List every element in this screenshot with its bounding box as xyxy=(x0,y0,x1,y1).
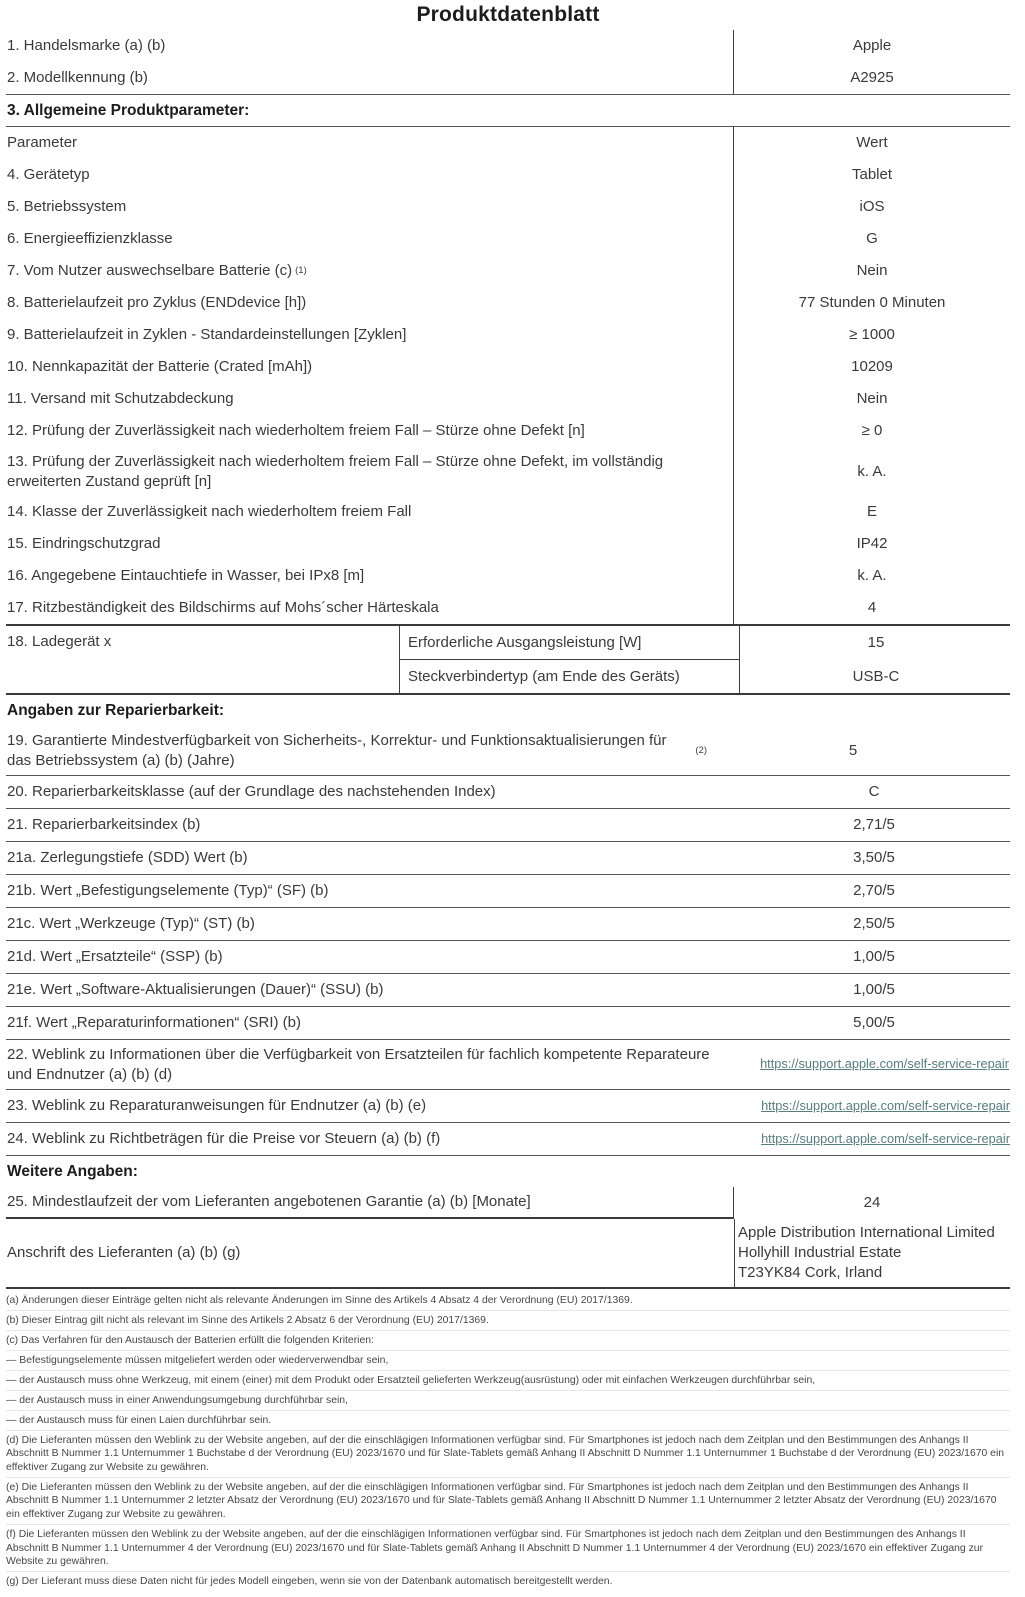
row-value: 10209 xyxy=(733,351,1010,383)
row-label: 21c. Wert „Werkzeuge (Typ)“ (ST) (b) xyxy=(7,915,255,933)
row-label: 22. Weblink zu Informationen über die Verfügbarkeit von Ersatzteilen für fachlich kompetente Reparateure und Endnutzer (a) (b) (d) xyxy=(7,1046,710,1083)
footnote: (a) Änderungen dieser Einträge gelten nicht als relevante Änderungen im Sinne des Artikels 4 Absatz 4 der Verordnung (EU) 2017/1369. xyxy=(6,1291,1010,1311)
table-row xyxy=(6,319,1010,351)
row-label: 6. Energieeffizienzklasse xyxy=(7,230,173,248)
row-label: 5. Betriebssystem xyxy=(7,198,127,216)
row-value: 3,50/5 xyxy=(853,849,895,867)
row-value: 1,00/5 xyxy=(853,948,895,966)
row-label: Anschrift des Lieferanten (a) (b) (g) xyxy=(7,1244,241,1262)
table-row xyxy=(6,809,1010,842)
table-row xyxy=(6,941,1010,974)
footnote: (c) Das Verfahren für den Austausch der Batterien erfüllt die folgenden Kriterien: xyxy=(6,1331,1010,1351)
row-value: IP42 xyxy=(733,528,1010,560)
row-value: A2925 xyxy=(733,62,1010,94)
table-row xyxy=(6,1123,1010,1156)
table-row xyxy=(6,255,1010,287)
row-label: 21e. Wert „Software-Aktualisierungen (Dauer)“ (SSU) (b) xyxy=(7,981,384,999)
row-label: 21a. Zerlegungstiefe (SDD) Wert (b) xyxy=(7,849,248,867)
row-label-text: 19. Garantierte Mindestverfügbarkeit von Sicherheits-, Korrektur- und Funktionsaktualisierungen für das Betriebssystem (a) (b) (Jahre) xyxy=(7,732,667,769)
table-row xyxy=(6,726,1010,776)
table-row xyxy=(6,908,1010,941)
table-row xyxy=(6,223,1010,255)
row-label: 7. Vom Nutzer auswechselbare Batterie (c) (1) xyxy=(7,262,307,280)
row-value xyxy=(737,1040,1009,1089)
table-row xyxy=(6,447,1010,496)
footnote: — Befestigungselemente müssen mitgeliefert werden oder wiederverwendbar sein, xyxy=(6,1351,1010,1371)
row-label: 16. Angegebene Eintauchtiefe in Wasser, bei IPx8 [m] xyxy=(7,567,365,585)
row-label: Parameter xyxy=(7,134,78,152)
table-row xyxy=(6,842,1010,875)
row-label: 21f. Wert „Reparaturinformationen“ (SRI) (b) xyxy=(7,1014,301,1032)
row-label: 1. Handelsmarke (a) (b) xyxy=(7,37,166,55)
sub-row-value: USB-C xyxy=(852,668,900,685)
row-value: k. A. xyxy=(733,560,1010,592)
row-value: iOS xyxy=(733,191,1010,223)
row-value: 2,50/5 xyxy=(853,915,895,933)
row-value: G xyxy=(733,223,1010,255)
table-row xyxy=(6,875,1010,908)
table-row xyxy=(6,159,1010,191)
address-line: Hollyhill Industrial Estate xyxy=(738,1243,902,1261)
table-row xyxy=(6,1007,1010,1040)
parameter-table xyxy=(6,127,1010,693)
table-row xyxy=(6,528,1010,560)
address-line: T23YK84 Cork, Irland xyxy=(738,1263,883,1281)
footnote: (f) Die Lieferanten müssen den Weblink zu der Website angeben, auf der die einschlägigen Informationen verfügbar sind. Für Smartphones ist jedoch nach dem Zeitplan und den Bestimmungen des Anhangs II Abschnitt B Nummer 1.1 Unternummer 4 der Verordnung (EU) 2023/1670 und für Slate-Tablets gemäß Anhang II Abschnitt D Nummer 1.1 Unternummer 4 der Verordnung (EU) 2023/1670 ein effektiver Zugang zur Website zu gewähren. xyxy=(6,1525,1010,1572)
table-row xyxy=(6,1219,1010,1287)
section-heading-general: 3. Allgemeine Produktparameter: xyxy=(7,102,250,119)
row-value: 5 xyxy=(848,741,858,759)
row-label: 4. Gerätetyp xyxy=(7,166,90,184)
table-row xyxy=(6,592,1010,624)
row-label-text: 7. Vom Nutzer auswechselbare Batterie (c) xyxy=(7,262,293,280)
table-row xyxy=(6,496,1010,528)
table-row xyxy=(6,560,1010,592)
supplier-block xyxy=(6,1187,1010,1287)
section-heading-more: Weitere Angaben: xyxy=(7,1163,138,1180)
row-value: 4 xyxy=(733,592,1010,624)
row-label: 20. Reparierbarkeitsklasse (auf der Grundlage des nachstehenden Index) xyxy=(7,783,496,801)
supplier-address xyxy=(734,1219,1010,1287)
row-value: ≥ 0 xyxy=(733,415,1010,447)
table-row xyxy=(6,287,1010,319)
section-heading-repair: Angaben zur Reparierbarkeit: xyxy=(7,702,225,719)
sub-row-label: Steckverbindertyp (am Ende des Geräts) xyxy=(400,659,739,693)
row-value: Tablet xyxy=(733,159,1010,191)
repair-instructions-weblink[interactable]: https://support.apple.com/self-service-repair xyxy=(761,1097,1010,1113)
footnote: (e) Die Lieferanten müssen den Weblink zu der Website angeben, auf der die einschlägigen Informationen verfügbar sind. Für Smartphones ist jedoch nach dem Zeitplan und den Bestimmungen des Anhangs II Abschnitt B Nummer 1.1 Unternummer 2 letzter Absatz der Verordnung (EU) 2023/1670 und für Slate-Tablets gemäß Anhang II Abschnitt D Nummer 1.1 Unternummer 2 letzter Absatz der Verordnung (EU) 2023/1670 ein effektiver Zugang zur Website zu gewähren. xyxy=(6,1478,1010,1525)
row-value: Apple xyxy=(733,30,1010,62)
repairability-table xyxy=(6,726,1010,1156)
row-label: 10. Nennkapazität der Batterie (Crated [mAh]) xyxy=(7,358,313,376)
footnote: (b) Dieser Eintrag gilt nicht als relevant im Sinne des Artikels 2 Absatz 6 der Verordnung (EU) 2017/1369. xyxy=(6,1311,1010,1331)
table-row xyxy=(6,383,1010,415)
row-label: 13. Prüfung der Zuverlässigkeit nach wiederholtem freiem Fall – Stürze ohne Defekt, im vollständig erweiterten Zustand geprüft [n] xyxy=(7,453,664,490)
row-label: 15. Eindringschutzgrad xyxy=(7,535,161,553)
row-label: 12. Prüfung der Zuverlässigkeit nach wiederholtem freiem Fall – Stürze ohne Defekt [n] xyxy=(7,422,585,440)
row-label: 2. Modellkennung (b) xyxy=(7,69,148,87)
sub-row-label: Erforderliche Ausgangsleistung [W] xyxy=(408,634,642,651)
footnote: — der Austausch muss in einer Anwendungsumgebung durchführbar sein, xyxy=(6,1391,1010,1411)
row-label: 21d. Wert „Ersatzteile“ (SSP) (b) xyxy=(7,948,223,966)
row-label: 21b. Wert „Befestigungselemente (Typ)“ (SF) (b) xyxy=(7,882,329,900)
table-row xyxy=(6,127,1010,159)
row-label: 21. Reparierbarkeitsindex (b) xyxy=(7,816,201,834)
row-value: 77 Stunden 0 Minuten xyxy=(733,287,1010,319)
charger-subtable xyxy=(399,626,739,693)
divider xyxy=(6,1287,1010,1289)
row-value: E xyxy=(733,496,1010,528)
table-row xyxy=(6,62,1010,94)
page-title: Produktdatenblatt xyxy=(416,3,600,26)
footnotes xyxy=(6,1291,1010,1591)
row-label: 9. Batterielaufzeit in Zyklen - Standardeinstellungen [Zyklen] xyxy=(7,326,407,344)
row-label: 25. Mindestlaufzeit der vom Lieferanten angebotenen Garantie (a) (b) [Monate] xyxy=(6,1187,733,1219)
row-value: 5,00/5 xyxy=(853,1014,895,1032)
table-row xyxy=(6,776,1010,809)
table-row xyxy=(6,415,1010,447)
footnote: — der Austausch muss für einen Laien durchführbar sein. xyxy=(6,1411,1010,1431)
row-value: 2,71/5 xyxy=(853,816,895,834)
row-label: 17. Ritzbeständigkeit des Bildschirms auf Mohs´scher Härteskala xyxy=(7,599,439,617)
row-value: Nein xyxy=(733,383,1010,415)
row-label: 18. Ladegerät x xyxy=(7,633,112,650)
charger-row xyxy=(6,626,1010,693)
table-row xyxy=(6,974,1010,1007)
spare-parts-weblink[interactable]: https://support.apple.com/self-service-repair xyxy=(760,1056,1009,1072)
row-label: 23. Weblink zu Reparaturanweisungen für Endnutzer (a) (b) (e) xyxy=(7,1097,427,1115)
row-value: Wert xyxy=(733,127,1010,159)
charger-values xyxy=(739,626,1012,693)
row-label: 14. Klasse der Zuverlässigkeit nach wiederholtem freiem Fall xyxy=(7,503,412,521)
table-row xyxy=(6,30,1010,62)
table-row xyxy=(6,1090,1010,1123)
row-label: 19. Garantierte Mindestverfügbarkeit von Sicherheits-, Korrektur- und Funktionsaktualisierungen für das Betriebssystem (a) (b) (Jahre) (2) xyxy=(7,732,707,769)
sub-row-value: 15 xyxy=(867,634,885,651)
row-label: 11. Versand mit Schutzabdeckung xyxy=(7,390,234,408)
footnote: — der Austausch muss ohne Werkzeug, mit einem (einer) mit dem Produkt oder Ersatzteil gelieferten Werkzeug(ausrüstung) oder mit einfachen Werkzeugen durchführbar sein, xyxy=(6,1371,1010,1391)
address-line: Apple Distribution International Limited xyxy=(738,1224,995,1241)
identity-block xyxy=(6,30,1010,94)
table-row xyxy=(6,1040,1010,1090)
row-value: 1,00/5 xyxy=(853,981,895,999)
row-label: 8. Batterielaufzeit pro Zyklus (ENDdevice [h]) xyxy=(7,294,307,312)
row-value: 24 xyxy=(733,1187,1010,1219)
row-value: Nein xyxy=(733,255,1010,287)
row-value: k. A. xyxy=(733,447,1010,496)
price-guidance-weblink[interactable]: https://support.apple.com/self-service-repair xyxy=(761,1130,1010,1146)
row-value xyxy=(738,1090,1010,1122)
footnote: (g) Der Lieferant muss diese Daten nicht für jedes Modell eingeben, wenn sie von der Datenbank automatisch bereitgestellt werden. xyxy=(6,1576,613,1588)
row-value: ≥ 1000 xyxy=(733,319,1010,351)
footnote: (d) Die Lieferanten müssen den Weblink zu der Website angeben, auf der die einschlägigen Informationen verfügbar sind. Für Smartphones ist jedoch nach dem Zeitplan und den Bestimmungen des Anhangs II Abschnitt B Nummer 1.1 Unternummer 1 Buchstabe d der Verordnung (EU) 2023/1670 und für Slate-Tablets gemäß Anhang II Abschnitt D Nummer 1.1 Unternummer 1 Buchstabe d der Verordnung (EU) 2023/1670 ein effektiver Zugang zur Website zu gewähren. xyxy=(6,1431,1010,1478)
table-row xyxy=(6,351,1010,383)
row-label: 24. Weblink zu Richtbeträgen für die Preise vor Steuern (a) (b) (f) xyxy=(7,1130,441,1148)
table-row xyxy=(6,1187,1010,1219)
row-value: C xyxy=(868,783,880,801)
row-value xyxy=(738,1123,1010,1155)
table-row xyxy=(6,191,1010,223)
row-value: 2,70/5 xyxy=(853,882,895,900)
